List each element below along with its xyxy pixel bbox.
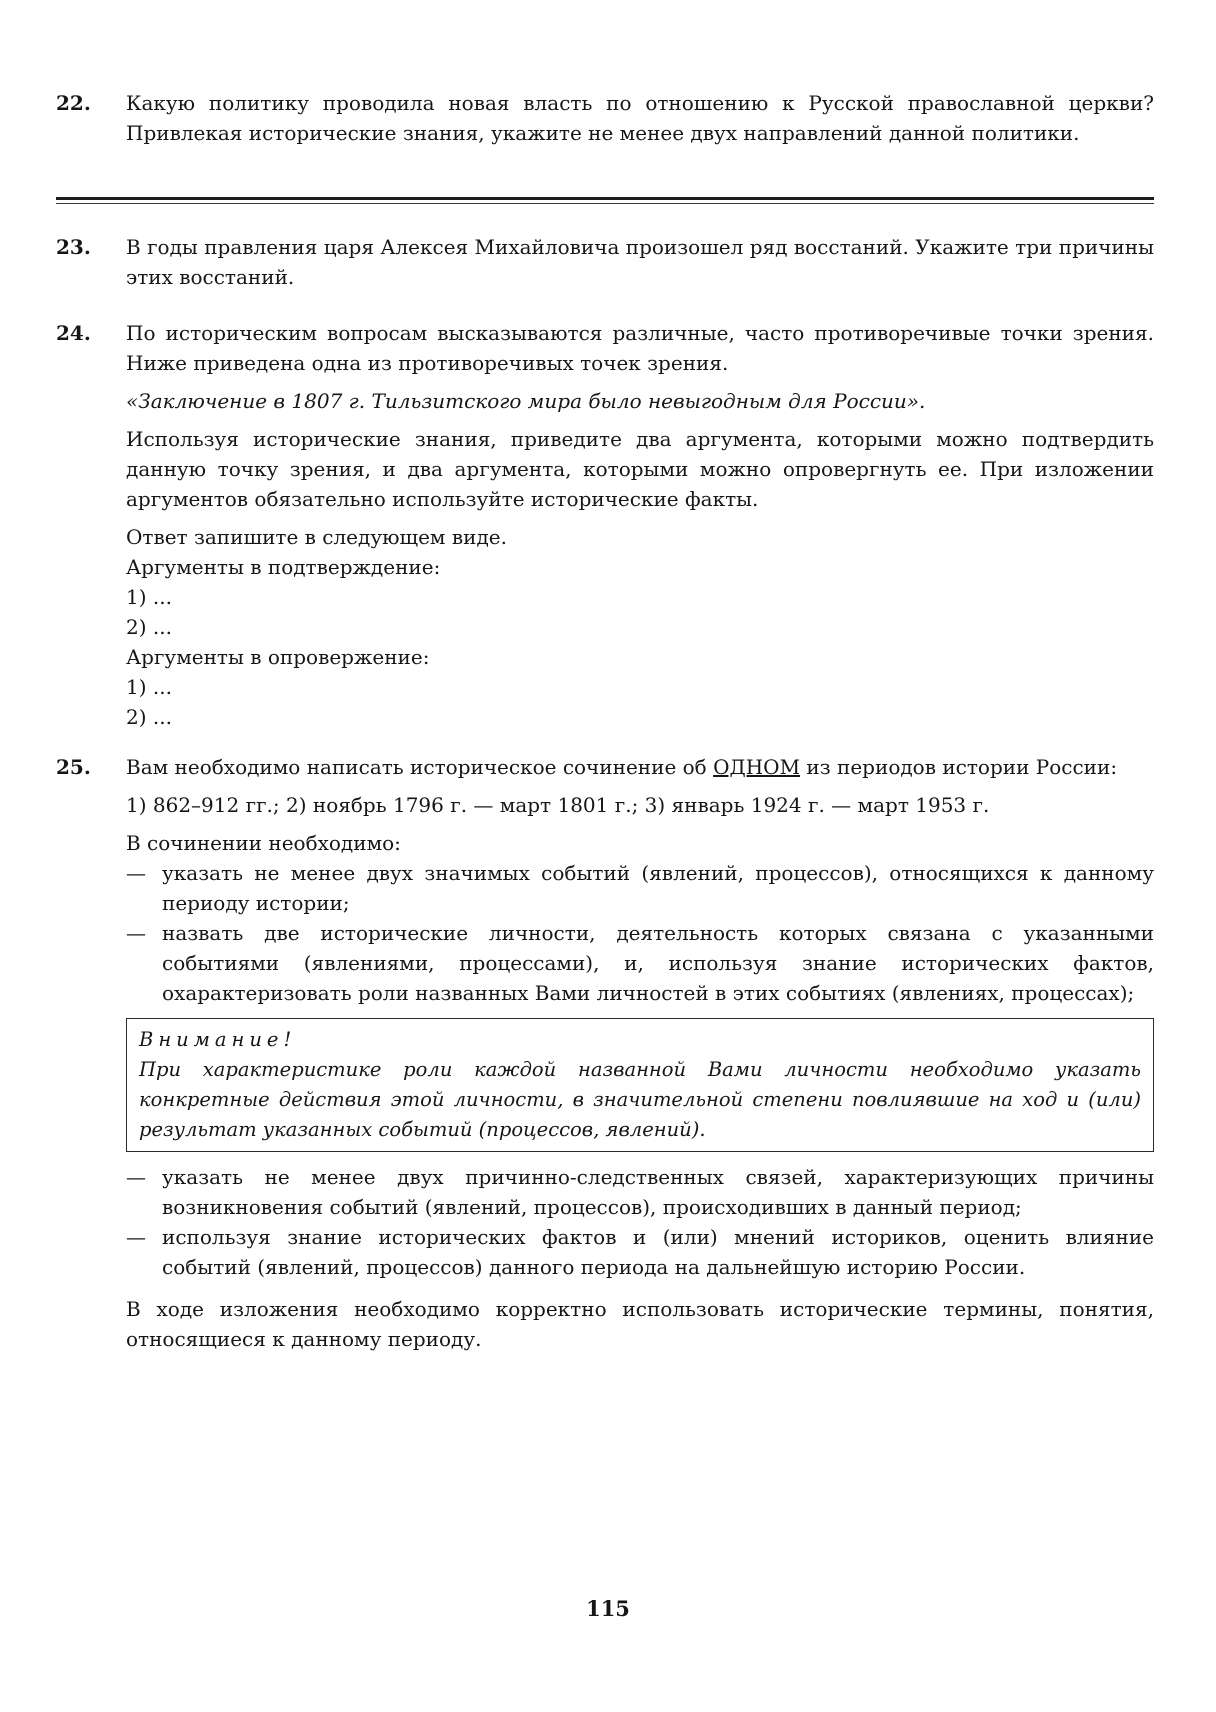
requirement-item: [126, 1162, 1154, 1222]
task-text: Какую политику проводила новая власть по отношению к Русской православной церкви? Привлекая исторические знания, укажите не менее двух направлений данной политики.: [126, 91, 1154, 145]
task-text: В годы правления царя Алексея Михайловича произошел ряд восстаний. Укажите три причины этих восстаний.: [126, 235, 1154, 289]
task-intro: [126, 752, 1154, 782]
notice-text: При характеристике роли каждой названной Вами личности необходимо указать конкретные действия этой личности, в значительной степени повлиявшие на ход и (или) результат указанных событий (процессов, явлений).: [139, 1058, 1141, 1141]
intro-before: Вам необходимо написать историческое сочинение об: [126, 755, 714, 779]
answer-format: Ответ запишите в следующем виде.: [126, 525, 507, 549]
periods-list: 1) 862–912 гг.; 2) ноябрь 1796 г. — март 1801 г.; 3) январь 1924 г. — март 1953 г.: [126, 793, 990, 817]
task-number: 23.: [56, 235, 91, 259]
requirement-text: используя знание исторических фактов и (или) мнений историков, оценить влияние событий (явлений, процессов) данного периода на дальнейшую историю России.: [162, 1225, 1154, 1279]
dash-marker: —: [126, 1165, 146, 1189]
task-body: [126, 752, 1154, 1354]
task-body: [126, 232, 1154, 292]
section-divider: [56, 197, 1154, 200]
task-body: [126, 318, 1154, 732]
viewpoint-quote: «Заключение в 1807 г. Тильзитского мира было невыгодным для России».: [126, 389, 926, 413]
confirm-item-1: 1) ...: [126, 585, 172, 609]
dash-marker: —: [126, 1225, 146, 1249]
closing-text: В ходе изложения необходимо корректно использовать исторические термины, понятия, относящиеся к данному периоду.: [126, 1297, 1154, 1351]
task-number: 25.: [56, 755, 91, 779]
requirement-text: указать не менее двух значимых событий (явлений, процессов), относящихся к данному периоду истории;: [162, 861, 1154, 915]
intro-emphasis: ОДНОМ: [713, 755, 801, 779]
confirm-item-2: 2) ...: [126, 615, 172, 639]
refute-item-2: 2) ...: [126, 705, 172, 729]
dash-marker: —: [126, 921, 146, 945]
notice-title: Внимание!: [139, 1028, 297, 1051]
refute-heading: Аргументы в опровержение:: [126, 645, 430, 669]
requirement-item: [126, 858, 1154, 918]
task-number: 24.: [56, 321, 91, 345]
section-divider-thin: [56, 203, 1154, 204]
notice-box: [126, 1018, 1154, 1152]
page-number: 115: [586, 1596, 630, 1621]
requirement-item: [126, 918, 1154, 1008]
requirement-item: [126, 1222, 1154, 1282]
requirement-text: указать не менее двух причинно-следственных связей, характеризующих причины возникновения событий (явлений, процессов), происходивших в данный период;: [162, 1165, 1154, 1219]
intro-after: из периодов истории России:: [800, 755, 1118, 779]
requirements-heading: В сочинении необходимо:: [126, 831, 401, 855]
requirement-text: назвать две исторические личности, деятельность которых связана с указанными событиями (явлениями, процессами), и, используя знание исторических фактов, охарактеризовать роли названных Вами личностей в этих событиях (явлениях, процессах);: [162, 921, 1154, 1005]
dash-marker: —: [126, 861, 146, 885]
task-body: [126, 88, 1154, 148]
task-number: 22.: [56, 91, 91, 115]
task-instruction: Используя исторические знания, приведите два аргумента, которыми можно подтвердить данную точку зрения, и два аргумента, которыми можно опровергнуть ее. При изложении аргументов обязательно используйте исторические факты.: [126, 427, 1154, 511]
task-intro: По историческим вопросам высказываются различные, часто противоречивые точки зрения. Ниже приведена одна из противоречивых точек зрения.: [126, 321, 1154, 375]
refute-item-1: 1) ...: [126, 675, 172, 699]
confirm-heading: Аргументы в подтверждение:: [126, 555, 441, 579]
